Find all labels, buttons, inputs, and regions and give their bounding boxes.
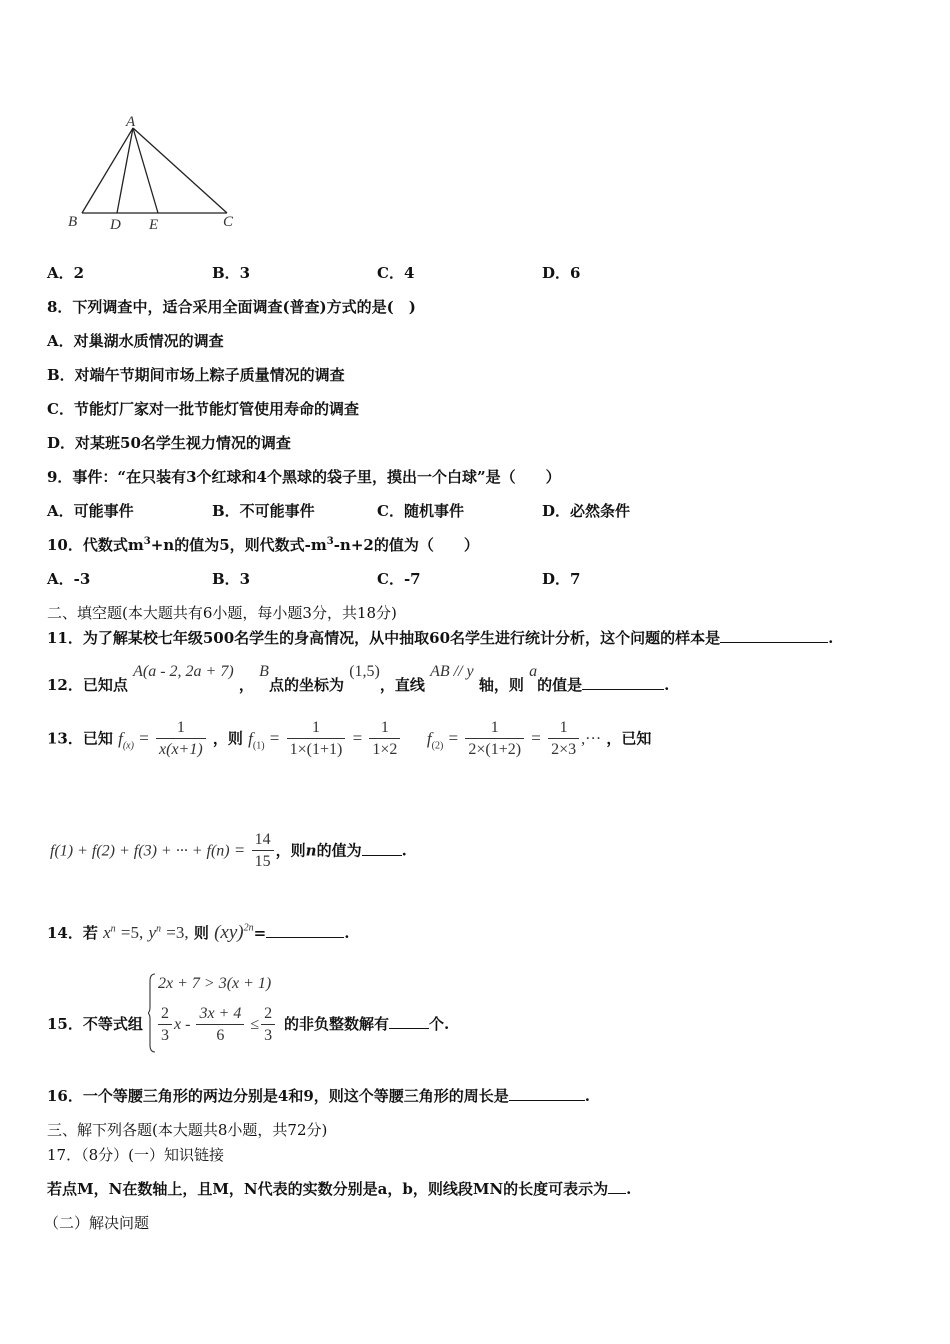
q15-frac2-den: 6: [216, 1027, 225, 1044]
q13-frac-f1b: [369, 718, 400, 761]
q16-answer-blank[interactable]: [509, 1086, 585, 1101]
q15-frac2: [196, 1004, 244, 1047]
q11-end: .: [828, 629, 834, 647]
q8-option-a: A．对巢湖水质情况的调查: [47, 332, 224, 350]
q14-answer-blank[interactable]: [266, 923, 344, 938]
q13-frac-f2a-num: 1: [465, 718, 524, 739]
q13-frac-f1a: [287, 718, 346, 761]
segment-ae: [133, 128, 158, 213]
q13-then2: ，则: [275, 841, 306, 860]
q16: [47, 1085, 590, 1106]
q7-option-d: D．6: [542, 264, 581, 282]
q17-end: .: [626, 1180, 632, 1198]
q15-le: ≤: [250, 1016, 260, 1034]
q14-n1: n: [110, 923, 116, 935]
q15-frac3-num: 2: [261, 1004, 275, 1025]
q13-frac-f2b-num: 1: [548, 718, 579, 739]
q13-frac-f2b: [548, 718, 579, 761]
q15-brace: [148, 973, 156, 1053]
q13-frac-result-den: 15: [254, 853, 271, 870]
q14-xy: (xy): [214, 922, 244, 943]
q15-suffix-text: 的非负整数解有: [284, 1015, 390, 1033]
q13-f-2: f: [426, 728, 432, 748]
q13-dots: ,···: [581, 730, 602, 748]
q11-answer-blank[interactable]: [720, 628, 828, 643]
q10-option-a: A．-3: [47, 570, 91, 588]
q13-frac-fx: [156, 718, 206, 761]
q10-stem: [47, 534, 479, 555]
label-e: E: [149, 217, 159, 233]
q10-stem-b: +n的值为5，则代数式-m: [150, 536, 327, 554]
q12-line: AB // y: [430, 663, 474, 680]
q15-x: x -: [174, 1016, 191, 1034]
q13-frac-f2a-den: 2×(1+2): [468, 741, 522, 758]
q12-mid: 点的坐标为: [268, 676, 344, 694]
q17-head: 17．（8分）(一）知识链接: [47, 1146, 224, 1164]
segment-ac: [133, 128, 227, 213]
q12-end: .: [664, 676, 670, 694]
q15-end: 个.: [429, 1015, 450, 1033]
section2-title: 二、填空题(本大题共有6小题，每小题3分，共18分): [47, 604, 397, 622]
q7-option-c: C．4: [377, 264, 415, 282]
q12-suffix: 的值是: [537, 676, 583, 694]
q13-eq2: =: [269, 728, 280, 748]
q9-option-c: C．随机事件: [377, 502, 464, 520]
q13-answer-blank[interactable]: [362, 841, 402, 856]
q16-end: .: [584, 1087, 590, 1105]
q14-then: 则: [193, 924, 209, 942]
q15-prefix: 15．不等式组: [47, 1015, 143, 1033]
q13-sub-x: (x): [122, 739, 134, 751]
q13-sub-1: (1): [252, 739, 265, 751]
q13-frac-fx-num: 1: [156, 718, 206, 739]
q12-var: a: [529, 663, 538, 680]
q10-option-b: B．3: [212, 570, 251, 588]
q8-stem: 8．下列调查中，适合采用全面调查(普查)方式的是( ): [47, 298, 416, 316]
q9-option-a: A．可能事件: [47, 502, 134, 520]
q10-sup2: 3: [326, 536, 334, 547]
q7-option-b: B．3: [212, 264, 251, 282]
q14-n2: n: [156, 923, 162, 935]
q12-prefix: 12．已知点: [47, 676, 128, 694]
q12-coord: (1,5): [349, 663, 380, 680]
q17-answer-blank[interactable]: [608, 1179, 626, 1194]
q9-stem: 9．事件：“在只装有3个红球和4个黑球的袋子里，摸出一个白球”是（ ）: [47, 468, 561, 486]
q13-f-1: f: [248, 728, 253, 748]
q13-f-x: f: [118, 728, 123, 748]
q14-y: y: [148, 923, 157, 942]
q14-eq2: =3,: [166, 923, 189, 942]
q17-sub2: （二）解决问题: [44, 1214, 150, 1232]
q15-frac1-num: 2: [158, 1004, 172, 1025]
q15-frac3-den: 3: [264, 1027, 273, 1044]
q12-sep: ，: [238, 676, 254, 694]
label-d: D: [110, 217, 121, 233]
q12: [47, 660, 669, 697]
q13-end: .: [401, 841, 407, 860]
q15-frac2-num: 3x + 4: [196, 1004, 244, 1025]
q8-option-b: B．对端午节期间市场上粽子质量情况的调查: [47, 366, 345, 384]
q12-mid2: ，直线: [379, 676, 425, 694]
q14-prefix: 14．若: [47, 924, 98, 942]
q13-sub-2: (2): [431, 739, 444, 751]
q11-text: 11．为了解某校七年级500名学生的身高情况，从中抽取60名学生进行统计分析，这个问题的样本是: [47, 629, 721, 647]
q17-body: [47, 1178, 631, 1199]
q16-text: 16．一个等腰三角形的两边分别是4和9，则这个等腰三角形的周长是: [47, 1087, 509, 1105]
q13-frac-fx-den: x(x+1): [159, 741, 203, 758]
q15-frac1: [158, 1004, 172, 1047]
q12-mid3: 轴，则: [478, 676, 524, 694]
q15-row1: 2x + 7 > 3(x + 1): [158, 975, 272, 992]
q14-exp: 2n: [243, 922, 254, 934]
q13-eq3: =: [352, 728, 363, 748]
label-b: B: [68, 214, 78, 230]
q9-option-b: B．不可能事件: [212, 502, 315, 520]
q14-end: .: [344, 924, 350, 942]
triangle-figure: [60, 108, 250, 236]
q13-frac-f2b-den: 2×3: [551, 741, 577, 758]
q13-sum: f(1) + f(2) + f(3) + ··· + f(n): [50, 842, 230, 860]
q15-frac3: [261, 1004, 275, 1047]
q7-option-a: A．2: [47, 264, 85, 282]
q13-frac-f1a-den: 1×(1+1): [289, 741, 343, 758]
q13-line1: [47, 718, 651, 761]
q12-point-a: A(a - 2, 2a + 7): [133, 663, 234, 680]
q11: [47, 627, 833, 648]
q17-body-text: 若点M，N在数轴上，且M，N代表的实数分别是a，b，则线段MN的长度可表示为: [47, 1180, 609, 1198]
q10-option-c: C．-7: [377, 570, 421, 588]
q13-n: n: [305, 841, 317, 860]
q8-option-d: D．对某班50名学生视力情况的调查: [47, 434, 291, 452]
q14-eq1: =5,: [120, 923, 144, 942]
q12-answer-blank[interactable]: [582, 675, 664, 690]
q15-suffix: [284, 1013, 449, 1034]
q9-option-d: D．必然条件: [542, 502, 631, 520]
q13-frac-f1a-num: 1: [287, 718, 346, 739]
q13-eq4: =: [448, 728, 459, 748]
q13-frac-f1b-num: 1: [369, 718, 400, 739]
section3-title: 三、解下列各题(本大题共8小题，共72分): [47, 1121, 328, 1139]
label-a: A: [126, 114, 136, 130]
q13-eq6: =: [234, 840, 245, 860]
q10-stem-a: 10．代数式m: [47, 536, 144, 554]
label-c: C: [223, 214, 234, 230]
q13-prefix: 13．已知: [47, 729, 113, 748]
q15-answer-blank[interactable]: [389, 1014, 429, 1029]
q13-frac-result: [252, 830, 274, 873]
q12-point-b: B: [259, 663, 269, 680]
q13-frac-f2a: [465, 718, 524, 761]
q13-known: ，已知: [606, 729, 652, 748]
q13-eq5: =: [531, 728, 541, 748]
q14: [47, 922, 349, 944]
q13-frac-f1b-den: 1×2: [372, 741, 398, 758]
q13-then: ，则: [212, 729, 243, 748]
q15-row2: [156, 1004, 277, 1047]
q10-option-d: D．7: [542, 570, 581, 588]
q10-sup1: 3: [143, 536, 151, 547]
q13-ask: 的值为: [316, 841, 362, 860]
q13-frac-result-num: 14: [252, 830, 274, 851]
q15-frac1-den: 3: [161, 1027, 169, 1044]
q14-eq3: =: [253, 924, 267, 942]
q8-option-c: C．节能灯厂家对一批节能灯管使用寿命的调查: [47, 400, 359, 418]
q13-line2: [50, 830, 407, 873]
q14-x: x: [103, 923, 111, 942]
q13-eq1: =: [139, 728, 149, 748]
q10-stem-c: -n+2的值为（ ）: [333, 536, 479, 554]
